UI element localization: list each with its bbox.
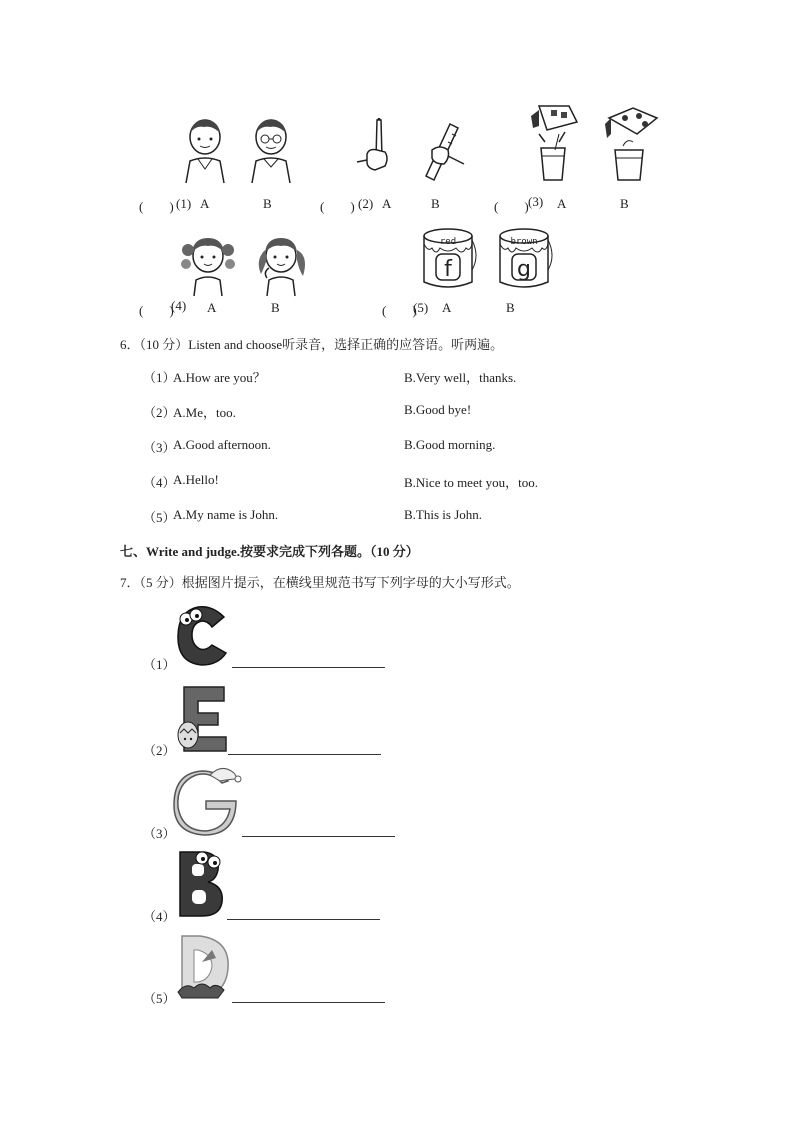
q5-item3-option-b: B <box>620 196 629 211</box>
q5-item1-option-a: A <box>200 196 210 211</box>
q7-item2-number: （2） <box>143 743 176 758</box>
q5-item5-option-b: B <box>506 300 515 315</box>
q7-item1-answer-line[interactable] <box>232 667 385 668</box>
boy-with-glasses-picture-b <box>248 115 294 185</box>
q5-item4-number: (4) <box>171 298 187 313</box>
q5-item2-option-a: A <box>382 196 392 211</box>
section7-title: 七、Write and judge.按要求完成下列各题。（10 分） <box>120 544 419 559</box>
q7-item5-answer-line[interactable] <box>232 1002 385 1003</box>
q6-row5-number: （5） <box>143 510 176 525</box>
q7-item1-number: （1） <box>143 657 176 672</box>
q6-row1-number: （1） <box>143 370 176 385</box>
q5-item3-paren[interactable]: ( ) <box>494 199 529 214</box>
q5-item4-option-b: B <box>271 300 280 315</box>
q6-row3-option-b[interactable]: B.Good morning. <box>404 437 496 452</box>
q5-item2-paren[interactable]: ( ) <box>320 199 355 214</box>
red-bucket-label: red <box>439 237 457 247</box>
q7-item5-number: （5） <box>143 991 176 1006</box>
q6-row2-option-a[interactable]: A.Me，too. <box>173 405 236 420</box>
q6-row4-number: （4） <box>143 475 176 490</box>
girl-picture-b <box>253 230 311 298</box>
letter-c-cartoon-icon <box>172 603 232 667</box>
q6-row4-option-b[interactable]: B.Nice to meet you，too. <box>404 475 538 490</box>
milk-carton-and-glass-picture-b <box>603 104 661 182</box>
q6-row5-option-b[interactable]: B.This is John. <box>404 507 483 522</box>
hand-with-pencil-picture-a <box>355 118 395 180</box>
q6-row2-number: （2） <box>143 405 176 420</box>
q5-item4-option-a: A <box>207 300 217 315</box>
red-paint-bucket-picture-a <box>418 226 478 290</box>
q6-row5-option-a[interactable]: A.My name is John. <box>173 507 279 522</box>
q5-item3-number: (3) <box>528 194 544 209</box>
q5-item2-number: (2) <box>358 196 374 211</box>
q6-row2-option-b[interactable]: B.Good bye! <box>404 402 472 417</box>
q5-item3-option-a: A <box>557 196 567 211</box>
letter-g-cartoon-icon <box>172 765 242 837</box>
q5-item1-option-b: B <box>263 196 272 211</box>
brown-paint-bucket-picture-b <box>494 226 554 290</box>
letter-d-cartoon-icon <box>172 932 234 1002</box>
q5-item2-option-b: B <box>431 196 440 211</box>
q5-item4-paren[interactable]: ( ) <box>139 303 174 318</box>
brown-bucket-label: brown <box>510 237 538 247</box>
q7-item3-number: （3） <box>143 826 176 841</box>
boy-picture-a <box>182 115 228 185</box>
q6-row3-number: （3） <box>143 440 176 455</box>
q7-item4-answer-line[interactable] <box>227 919 380 920</box>
brown-bucket-letter: g <box>517 257 531 282</box>
q7-item3-answer-line[interactable] <box>242 836 395 837</box>
juice-carton-and-glass-picture-a <box>525 102 581 182</box>
letter-b-cartoon-icon <box>174 848 228 920</box>
q5-item5-number: (5) <box>413 300 429 315</box>
q7-item2-answer-line[interactable] <box>228 754 381 755</box>
q5-item1-number: (1) <box>176 196 192 211</box>
q6-row1-option-a[interactable]: A.How are you？ <box>173 370 266 385</box>
letter-e-cartoon-icon <box>174 683 230 753</box>
q5-item1-paren[interactable]: ( ) <box>139 199 174 214</box>
q5-item5-paren[interactable]: ( ) <box>382 303 417 318</box>
girl-picture-a <box>180 230 236 298</box>
q6-title: 6．（10 分）Listen and choose听录音，选择正确的应答语。听两遍。 <box>120 337 504 352</box>
red-bucket-letter: f <box>444 257 452 282</box>
hand-with-ruler-picture-b <box>422 122 468 182</box>
q6-row1-option-b[interactable]: B.Very well，thanks. <box>404 370 517 385</box>
q6-row4-option-a[interactable]: A.Hello! <box>173 472 219 487</box>
q5-item5-option-a: A <box>442 300 452 315</box>
q7-title: 7．（5 分）根据图片提示，在横线里规范书写下列字母的大小写形式。 <box>120 575 520 590</box>
q7-item4-number: （4） <box>143 909 176 924</box>
q6-row3-option-a[interactable]: A.Good afternoon. <box>173 437 271 452</box>
